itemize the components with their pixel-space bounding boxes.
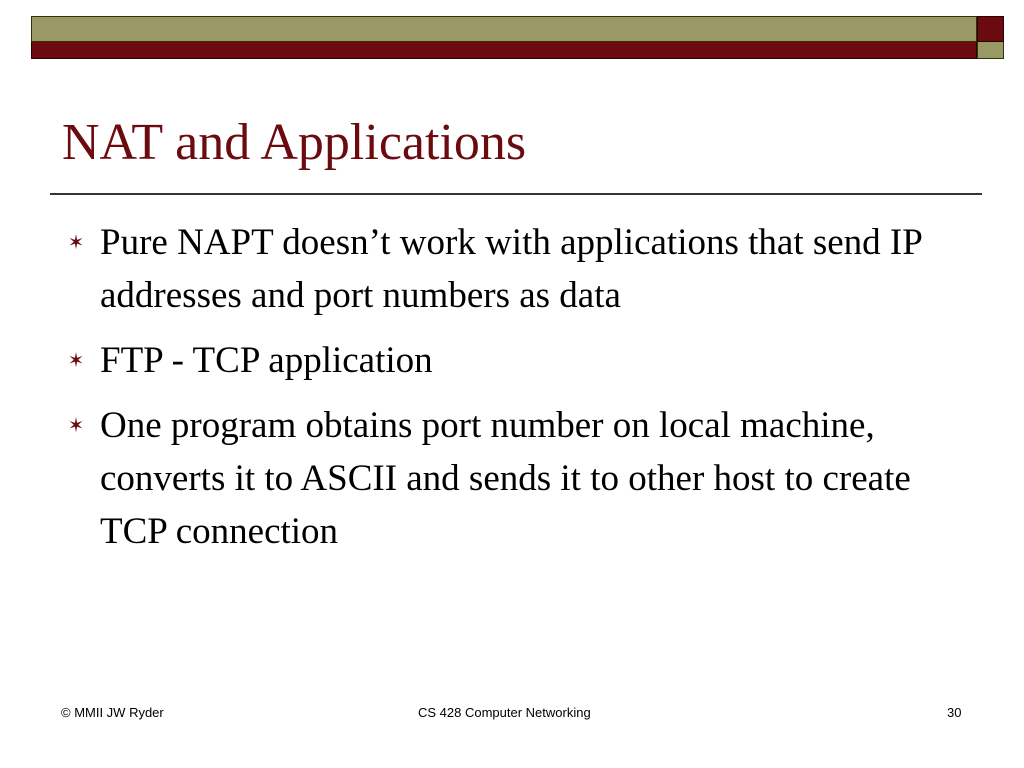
bullet-item: [60, 216, 940, 322]
star-bullet-icon: ✶: [67, 230, 85, 254]
footer-page-number: 30: [947, 705, 962, 720]
bullet-item: [60, 334, 940, 387]
star-bullet-icon: ✶: [67, 348, 85, 372]
footer-course: CS 428 Computer Networking: [418, 705, 591, 720]
header-band-maroon: [31, 42, 977, 59]
header-square-olive: [977, 42, 1004, 59]
slide-title: NAT and Applications: [62, 114, 527, 171]
footer-copyright: © MMII JW Ryder: [61, 705, 164, 720]
bullet-item: [60, 399, 940, 558]
bullet-text: FTP - TCP application: [100, 340, 433, 381]
star-bullet-icon: ✶: [67, 413, 85, 437]
bullet-text: One program obtains port number on local machine, converts it to ASCII and sends it to other host to create TCP connection: [100, 405, 911, 552]
header-square-maroon: [977, 16, 1004, 42]
bullet-text: Pure NAPT doesn’t work with applications that send IP addresses and port numbers as data: [100, 222, 922, 316]
bullet-list: [60, 216, 940, 570]
header-band-olive: [31, 16, 977, 42]
title-divider: [50, 193, 982, 195]
